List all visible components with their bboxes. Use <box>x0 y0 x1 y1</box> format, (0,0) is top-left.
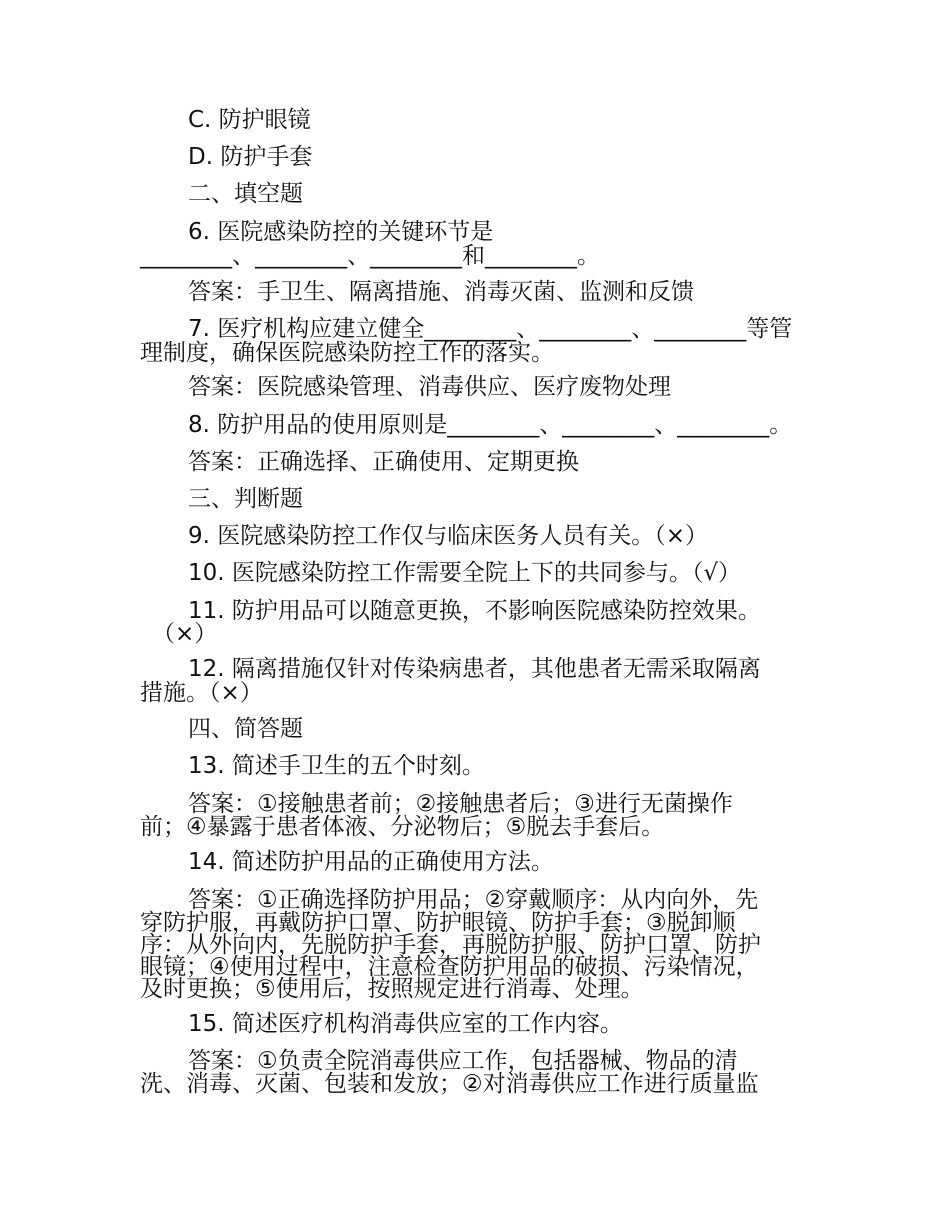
option-c: C. 防护眼镜 <box>188 107 311 133</box>
question-6-blanks: ________、________、________和________。 <box>140 243 600 269</box>
question-11-mark: （×） <box>152 621 218 647</box>
question-12-cont: 措施。（×） <box>140 680 263 706</box>
answer-6: 答案：手卫生、隔离措施、消毒灭菌、监测和反馈 <box>188 279 694 305</box>
answer-14: 答案：①正确选择防护用品；②穿戴顺序：从内向外，先 <box>188 887 759 913</box>
section-heading-fill-blank: 二、填空题 <box>188 181 303 207</box>
answer-13-cont: 前；④暴露于患者体液、分泌物后；⑤脱去手套后。 <box>140 814 665 840</box>
question-8: 8. 防护用品的使用原则是________、________、________。 <box>188 412 793 438</box>
option-d: D. 防护手套 <box>188 144 313 170</box>
answer-14-cont-3: 眼镜；④使用过程中，注意检查防护用品的破损、污染情况， <box>140 954 759 980</box>
question-7: 7. 医疗机构应建立健全________、________、________等管 <box>188 316 793 342</box>
question-11: 11. 防护用品可以随意更换，不影响医院感染防控效果。 <box>188 598 761 624</box>
question-14: 14. 简述防护用品的正确使用方法。 <box>188 849 554 875</box>
question-12: 12. 隔离措施仅针对传染病患者，其他患者无需采取隔离 <box>188 656 761 682</box>
question-15: 15. 简述医疗机构消毒供应室的工作内容。 <box>188 1011 623 1037</box>
question-13: 13. 简述手卫生的五个时刻。 <box>188 753 485 779</box>
question-10: 10. 医院感染防控工作需要全院上下的共同参与。（√） <box>188 560 742 586</box>
answer-14-cont-2: 序：从外向内，先脱防护手套，再脱防护服、防护口罩、防护 <box>140 932 761 958</box>
answer-14-cont-1: 穿防护服，再戴防护口罩、防护眼镜、防护手套；③脱卸顺 <box>140 910 736 936</box>
answer-15-cont: 洗、消毒、灭菌、包装和发放；②对消毒供应工作进行质量监 <box>140 1071 759 1097</box>
question-9: 9. 医院感染防控工作仅与临床医务人员有关。（×） <box>188 523 709 549</box>
answer-15: 答案：①负责全院消毒供应工作，包括器械、物品的清 <box>188 1048 738 1074</box>
answer-7: 答案：医院感染管理、消毒供应、医疗废物处理 <box>188 374 671 400</box>
section-heading-short-answer: 四、简答题 <box>188 716 303 742</box>
question-7-cont: 理制度，确保医院感染防控工作的落实。 <box>140 340 554 366</box>
section-heading-true-false: 三、判断题 <box>188 486 303 512</box>
answer-14-cont-4: 及时更换；⑤使用后，按照规定进行消毒、处理。 <box>140 976 644 1002</box>
answer-13: 答案：①接触患者前；②接触患者后；③进行无菌操作 <box>188 791 733 817</box>
answer-8: 答案：正确选择、正确使用、定期更换 <box>188 449 579 475</box>
question-6: 6. 医院感染防控的关键环节是 <box>188 219 494 245</box>
